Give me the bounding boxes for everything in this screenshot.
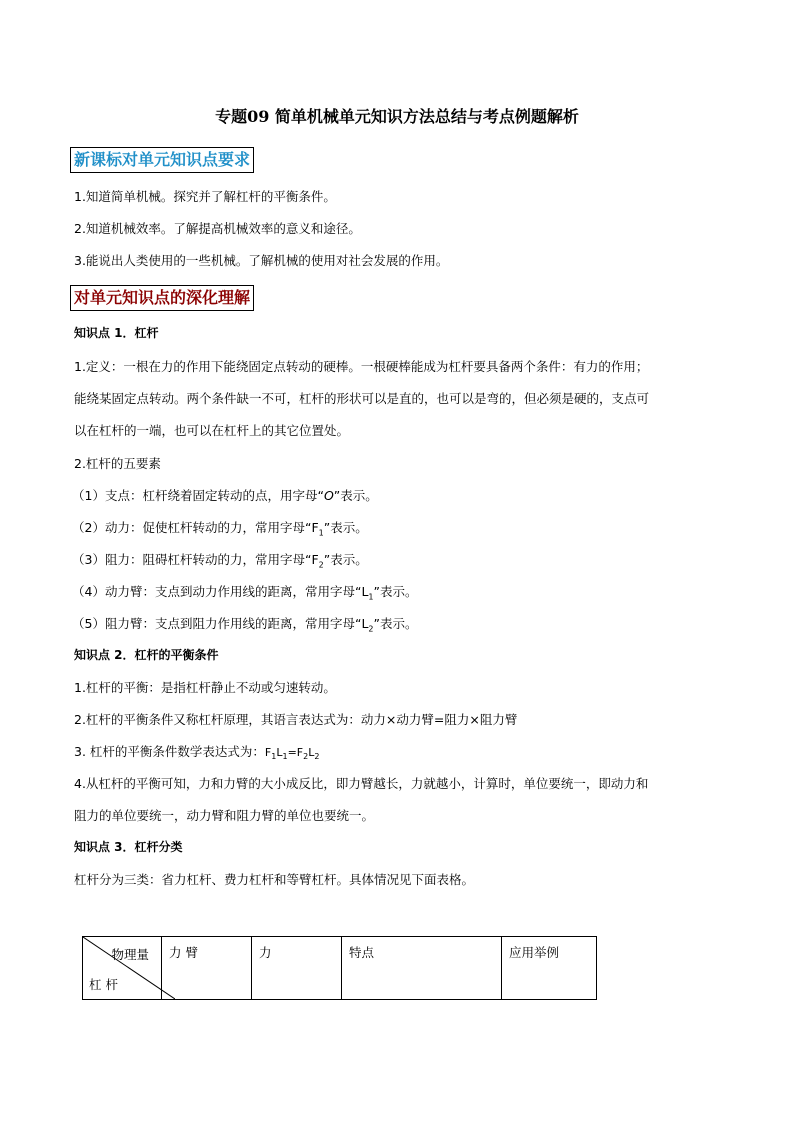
- requirement-item: 1.知道简单机械。探究并了解杠杆的平衡条件。: [74, 189, 336, 204]
- paragraph-line: 4.从杠杆的平衡可知，力和力臂的大小成反比，即力臂越长，力就越小，计算时，单位要统一，即动力和: [74, 776, 649, 791]
- table-header-cell: 应用举例: [502, 937, 597, 1000]
- page-title: 专题09 简单机械单元知识方法总结与考点例题解析: [215, 107, 579, 126]
- section-heading-understanding: 对单元知识点的深化理解: [70, 285, 254, 311]
- five-element-item: （2）动力：促使杠杆转动的力，常用字母“$F_1$”表示。: [72, 520, 368, 538]
- knowledge-point-title: 知识点 3．杠杆分类: [74, 840, 183, 854]
- table-header-row: [83, 937, 597, 1000]
- knowledge-point-title: 知识点 1．杠杆: [74, 326, 159, 340]
- five-element-item: （1）支点：杠杆绕着固定转动的点，用字母“O”表示。: [72, 488, 378, 503]
- table-header-cell: 力: [252, 937, 342, 1000]
- diag-label-quantity: 物理量: [111, 947, 149, 962]
- section-heading-requirements: 新课标对单元知识点要求: [70, 147, 254, 173]
- paragraph-line: 阻力的单位要统一，动力臂和阻力臂的单位也要统一。: [74, 808, 375, 823]
- five-element-item: （5）阻力臂：支点到阻力作用线的距离，常用字母“$L_2$”表示。: [72, 616, 418, 634]
- paragraph-line: 2.杠杆的平衡条件又称杠杆原理，其语言表达式为：动力×动力臂=阻力×阻力臂: [74, 712, 518, 727]
- knowledge-point-title: 知识点 2．杠杆的平衡条件: [74, 648, 219, 662]
- paragraph-line: 能绕某固定点转动。两个条件缺一不可，杠杆的形状可以是直的，也可以是弯的，但必须是硬的，支点可: [74, 391, 650, 406]
- paragraph-line: 以在杠杆的一端，也可以在杠杆上的其它位置处。: [74, 423, 350, 438]
- table-header-cell: 特点: [342, 937, 502, 1000]
- paragraph-line: 2.杠杆的五要素: [74, 456, 161, 471]
- five-element-item: （3）阻力：阻碍杠杆转动的力，常用字母“$F_2$”表示。: [72, 552, 368, 570]
- lever-classification-table: [82, 936, 597, 1000]
- requirement-item: 3.能说出人类使用的一些机械。了解机械的使用对社会发展的作用。: [74, 253, 449, 268]
- paragraph-line: 1.定义：一根在力的作用下能绕固定点转动的硬棒。一根硬棒能成为杠杆要具备两个条件：有力的作用；: [74, 359, 649, 374]
- formula-line: 3. 杠杆的平衡条件数学表达式为：$F_1L_1=F_2L_2$: [74, 744, 320, 762]
- five-element-item: （4）动力臂：支点到动力作用线的距离，常用字母“$L_1$”表示。: [72, 584, 418, 602]
- diag-label-lever: 杠 杆: [89, 977, 118, 992]
- requirement-item: 2.知道机械效率。了解提高机械效率的意义和途径。: [74, 221, 361, 236]
- table-header-cell: 力 臂: [162, 937, 252, 1000]
- diagonal-header-cell: [83, 937, 162, 1000]
- paragraph-line: 杠杆分为三类：省力杠杆、费力杠杆和等臂杠杆。具体情况见下面表格。: [74, 872, 475, 887]
- paragraph-line: 1.杠杆的平衡：是指杠杆静止不动或匀速转动。: [74, 680, 336, 695]
